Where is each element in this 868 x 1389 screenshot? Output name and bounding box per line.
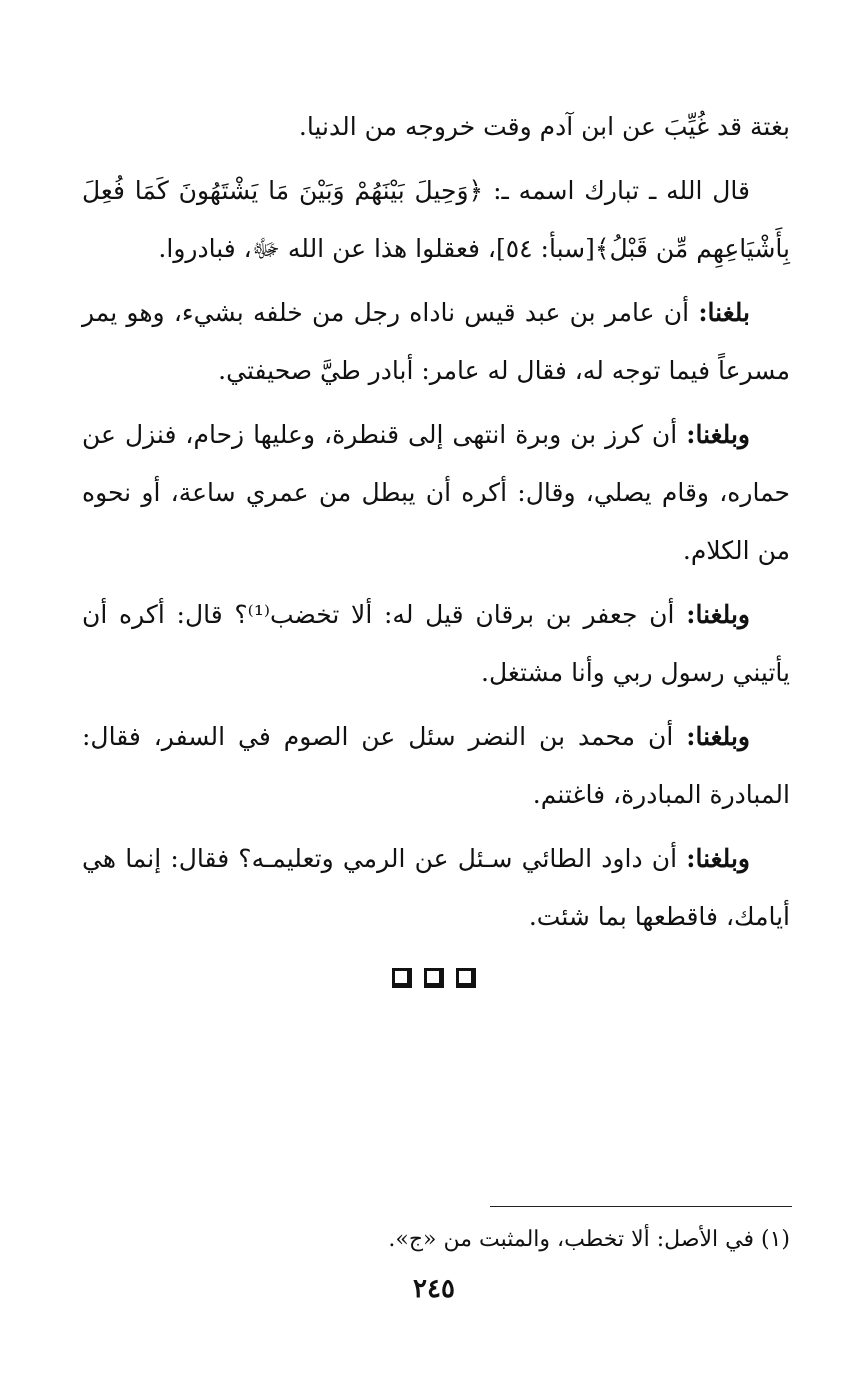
paragraph-lead: وبلغنا:: [686, 600, 750, 629]
square-ornament-icon: [424, 968, 444, 988]
paragraph-text: أن جعفر بن برقان قيل له: ألا تخضب⁽¹⁾؟ قال: أكره أن يأتيني رسول ربي وأنا مشتغل.: [82, 600, 790, 687]
paragraph: [82, 98, 790, 156]
paragraph-text: قال الله ـ تبارك اسمه ـ: ﴿وَحِيلَ بَيْنَهُمْ وَبَيْنَ مَا يَشْتَهُونَ كَمَا فُعِلَ بِأَشْيَاعِهِم مِّن قَبْلُ﴾[سبأ: ٥٤]، فعقلوا هذا عن الله ﷻ، فبادروا.: [82, 176, 790, 263]
paragraph: [82, 708, 790, 824]
square-ornament-icon: [456, 968, 476, 988]
paragraph-text: أن عامر بن عبد قيس ناداه رجل من خلفه بشيء، وهو يمر مسرعاً فيما توجه له، فقال له عامر: أبادر طيَّ صحيفتي.: [82, 298, 790, 385]
footnote: (١) في الأصل: ألا تخطب، والمثبت من «ج».: [388, 1227, 790, 1252]
paragraph-text: أن داود الطائي سـئل عن الرمي وتعليمـه؟ فقال: إنما هي أيامك، فاقطعها بما شئت.: [82, 844, 790, 931]
paragraph: [82, 586, 790, 702]
paragraph-text: بغتة قد غُيِّبَ عن ابن آدم وقت خروجه من الدنيا.: [298, 112, 790, 141]
page-number: ٢٤٥: [413, 1274, 455, 1304]
paragraph: [82, 830, 790, 946]
paragraph-lead: وبلغنا:: [686, 722, 750, 751]
section-end-ornament: [0, 968, 868, 988]
paragraph: [82, 406, 790, 580]
paragraph-lead: وبلغنا:: [686, 844, 750, 873]
paragraph-lead: وبلغنا:: [686, 420, 750, 449]
main-text: [82, 98, 790, 946]
paragraph-text: أن كرز بن وبرة انتهى إلى قنطرة، وعليها زحام، فنزل عن حماره، وقام يصلي، وقال: أكره أن يبطل من عمري ساعة، أو نحوه من الكلام.: [82, 420, 790, 565]
paragraph: [82, 284, 790, 400]
paragraph: [82, 162, 790, 278]
footnote-divider: [490, 1206, 792, 1207]
paragraph-lead: بلغنا:: [698, 298, 750, 327]
square-ornament-icon: [392, 968, 412, 988]
paragraph-text: أن محمد بن النضر سئل عن الصوم في السفر، فقال: المبادرة المبادرة، فاغتنم.: [82, 722, 790, 809]
